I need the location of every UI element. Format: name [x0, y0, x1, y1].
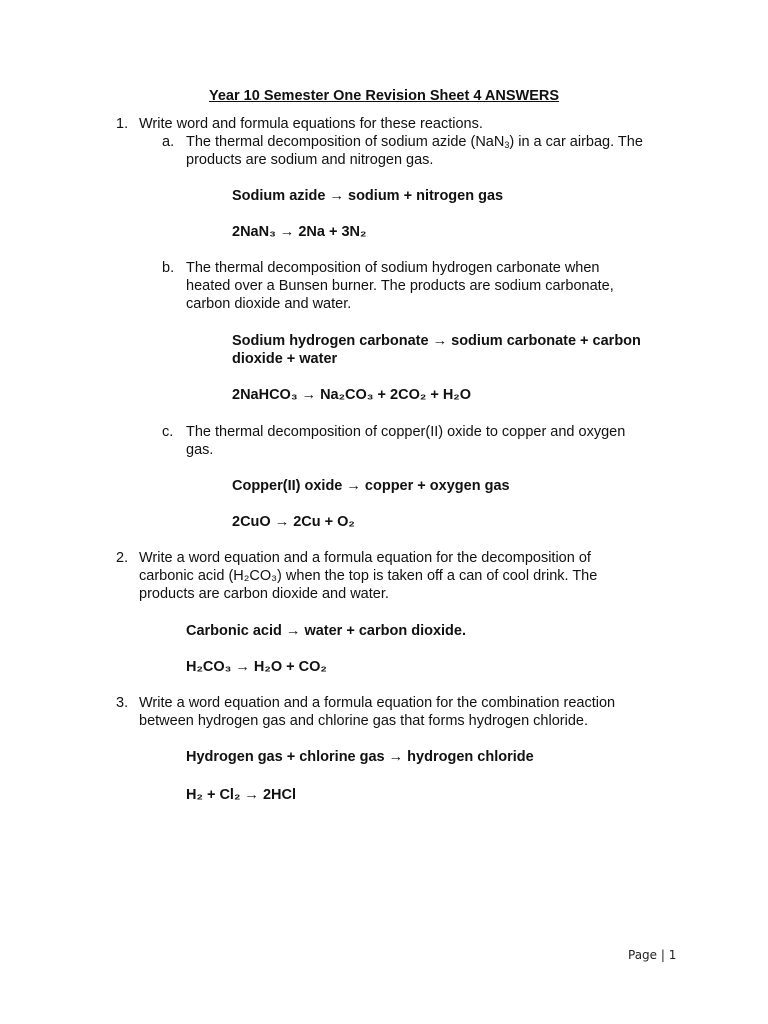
question-1b-letter: b. — [162, 260, 175, 276]
question-1b-line-1: The thermal decomposition of sodium hydrogen carbonate when — [186, 260, 600, 276]
question-2-number: 2. — [116, 550, 129, 566]
question-1b-line-3: carbon dioxide and water. — [186, 296, 352, 312]
answer-2-word-equation: Carbonic acid → water + carbon dioxide. — [186, 623, 467, 639]
question-3-line-2: between hydrogen gas and chlorine gas that forms hydrogen chloride. — [139, 713, 588, 729]
page-number: Page | 1 — [628, 948, 677, 962]
answer-1b-word-equation-line-1: Sodium hydrogen carbonate → sodium carbonate + carbon — [232, 333, 641, 349]
answer-1b-word-equation-line-2: dioxide + water — [232, 351, 338, 367]
question-1a-line-2: products are sodium and nitrogen gas. — [186, 152, 434, 168]
question-3-number: 3. — [116, 695, 129, 711]
question-2-line-1: Write a word equation and a formula equation for the decomposition of — [139, 550, 591, 566]
question-1b-line-2: heated over a Bunsen burner. The products are sodium carbonate, — [186, 278, 614, 294]
question-2-line-2: carbonic acid (H₂CO₃) when the top is taken off a can of cool drink. The — [139, 568, 598, 584]
answer-3-word-equation: Hydrogen gas + chlorine gas → hydrogen chloride — [186, 749, 534, 765]
answer-2-formula-equation: H₂CO₃ → H₂O + CO₂ — [186, 659, 327, 675]
answer-3-formula-equation: H₂ + Cl₂ → 2HCl — [186, 787, 296, 803]
question-1-prompt: Write word and formula equations for these reactions. — [139, 116, 483, 132]
question-3-line-1: Write a word equation and a formula equation for the combination reaction — [139, 695, 616, 711]
page-title: Year 10 Semester One Revision Sheet 4 ANSWERS — [208, 88, 560, 104]
question-2-line-3: products are carbon dioxide and water. — [139, 586, 389, 602]
question-1-number: 1. — [116, 116, 129, 132]
answer-1a-formula-equation: 2NaN₃ → 2Na + 3N₂ — [232, 224, 367, 240]
question-1a-line-1-pre: The thermal decomposition of sodium azide (NaN — [186, 134, 505, 150]
question-1a-letter: a. — [162, 134, 175, 150]
question-1c-line-2: gas. — [186, 442, 214, 458]
question-1a-line-1 — [186, 133, 643, 151]
answer-1c-formula-equation: 2CuO → 2Cu + O₂ — [232, 514, 355, 530]
answer-1c-word-equation: Copper(II) oxide → copper + oxygen gas — [232, 478, 510, 494]
question-1c-letter: c. — [162, 424, 174, 440]
question-1c-line-1: The thermal decomposition of copper(II) oxide to copper and oxygen — [186, 424, 626, 440]
question-1a-line-1-post: ) in a car airbag. The — [509, 134, 643, 150]
question-1a-line-1-sub: 3 — [504, 140, 510, 150]
answer-1b-formula-equation: 2NaHCO₃ → Na₂CO₃ + 2CO₂ + H₂O — [232, 387, 472, 403]
answer-1a-word-equation: Sodium azide → sodium + nitrogen gas — [232, 188, 504, 204]
